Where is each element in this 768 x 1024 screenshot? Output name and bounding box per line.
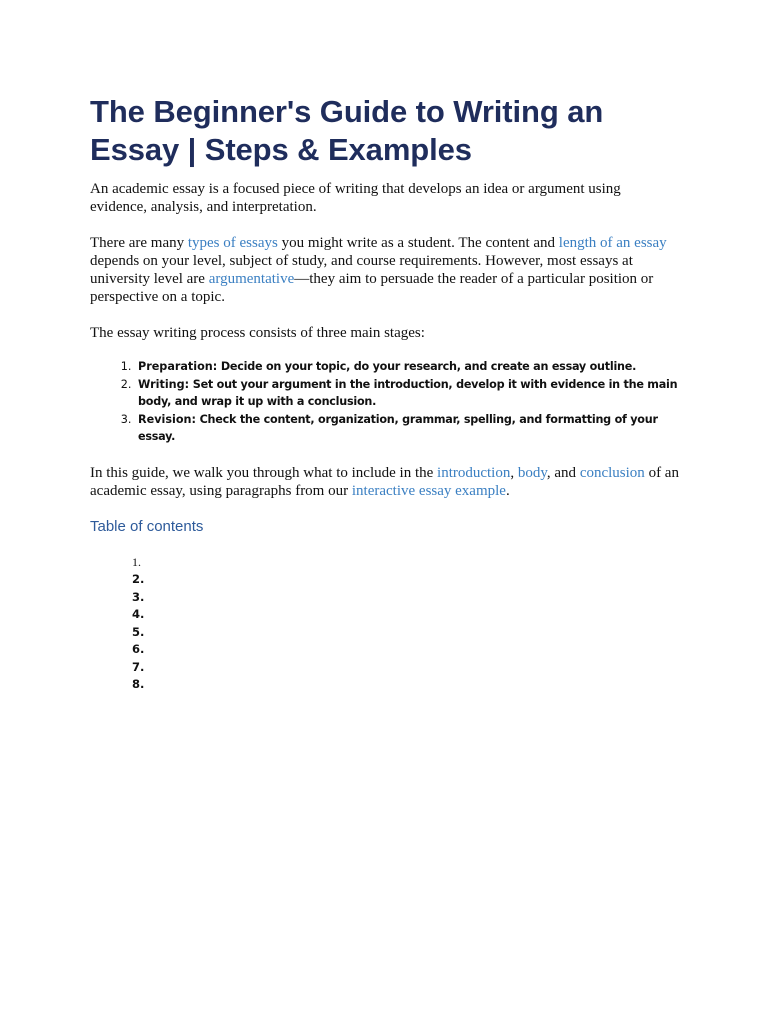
paragraph-text: , (510, 464, 518, 481)
stage-label: Revision: (138, 412, 196, 426)
paragraph-text: depends on your level, subject of study, and course requirements. However, most essays at university level are (90, 253, 633, 287)
stage-text: Check the content, organization, grammar, spelling, and formatting of your essay. (138, 412, 658, 443)
stage-text: Set out your argument in the introduction, develop it with evidence in the main body, and wrap it up with a conclusion. (138, 377, 678, 408)
paragraph-text: you might write as a student. The content and (277, 235, 559, 251)
paragraph-text: —they aim to persuade the reader of a particular position or perspective on a topic. (90, 271, 654, 305)
stage-item-writing (135, 376, 680, 411)
stages-list (90, 358, 680, 446)
paragraph-text: There are many (90, 235, 188, 251)
introduction-link[interactable]: introduction (437, 464, 511, 481)
paragraph-text: , and (546, 464, 580, 481)
stages-intro-paragraph: The essay writing process consists of three main stages: (90, 325, 425, 341)
stage-item-preparation (135, 358, 680, 376)
toc-item[interactable]: 6. (132, 642, 145, 656)
stage-label: Writing: (138, 377, 190, 391)
essay-types-paragraph (90, 234, 680, 306)
guide-overview-paragraph (90, 464, 680, 500)
document-page (90, 93, 680, 694)
page-title: The Beginner's Guide to Writing an Essay | Steps & Examples (90, 94, 604, 167)
toc-item[interactable]: 3. (132, 589, 145, 604)
toc-heading: Table of contents (90, 517, 204, 535)
stage-text: Decide on your topic, do your research, and create an essay outline. (217, 360, 637, 373)
body-link[interactable]: body (517, 464, 547, 481)
length-of-essay-link[interactable]: length of an essay (558, 235, 667, 251)
paragraph-text: of an academic essay, using paragraphs from our (90, 464, 679, 499)
conclusion-link[interactable]: conclusion (579, 464, 645, 481)
toc-item[interactable]: 4. (132, 607, 145, 621)
types-of-essays-link[interactable]: types of essays (187, 235, 278, 251)
argumentative-link[interactable]: argumentative (208, 271, 295, 287)
toc-item[interactable]: 7. (132, 659, 145, 674)
toc-item[interactable]: 1. (132, 554, 141, 569)
toc-item[interactable]: 8. (132, 677, 145, 691)
paragraph-text: In this guide, we walk you through what to include in the (90, 464, 438, 481)
stage-label: Preparation: (138, 360, 218, 373)
interactive-essay-example-link[interactable]: interactive essay example (351, 482, 506, 499)
stage-item-revision (135, 411, 680, 446)
intro-paragraph: An academic essay is a focused piece of writing that develops an idea or argument using evidence, analysis, and interpretation. (90, 181, 621, 215)
toc-list (90, 554, 680, 694)
toc-item[interactable]: 2. (132, 572, 145, 586)
paragraph-text: . (505, 482, 510, 499)
toc-item[interactable]: 5. (132, 624, 145, 639)
